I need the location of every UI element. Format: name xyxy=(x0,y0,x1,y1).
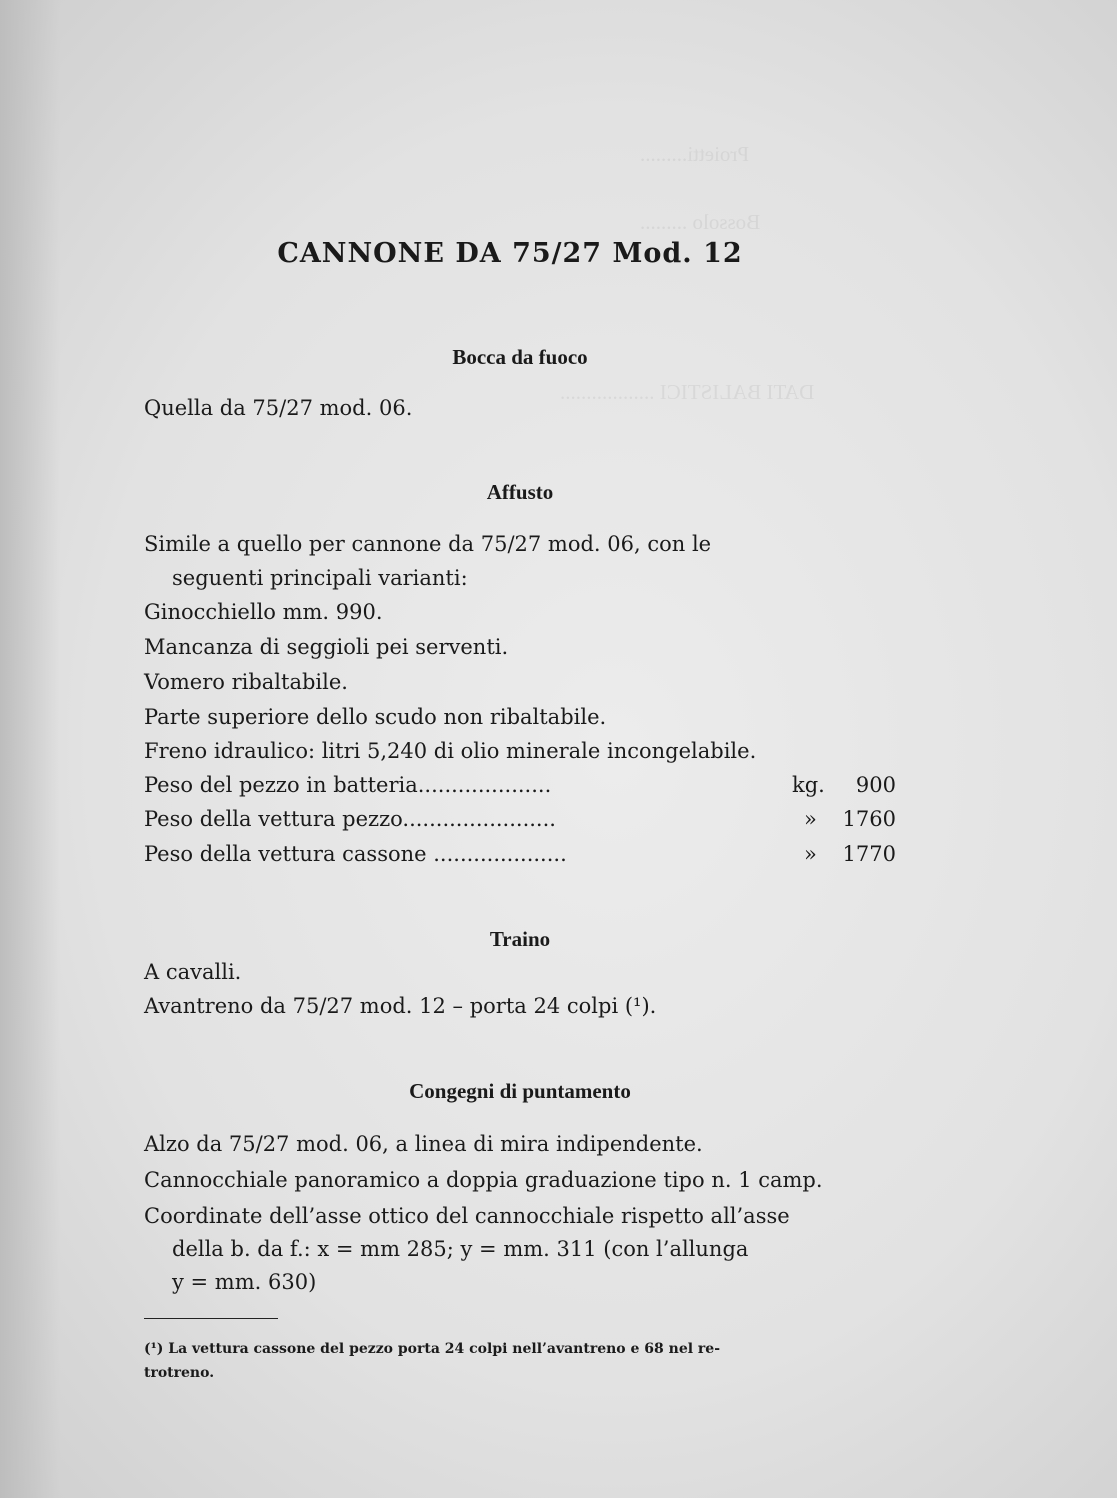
footnote-line1: (¹) La vettura cassone del pezzo porta 24 colpi nell’avantreno e 68 nel re- xyxy=(144,1341,721,1357)
affusto-item: Vomero ribaltabile. xyxy=(144,670,348,694)
bleed-through: Bossolo ......... xyxy=(640,210,761,234)
weight-row-vettura-cassone xyxy=(144,842,896,870)
section-heading-congegni: Congegni di puntamento xyxy=(409,1079,631,1103)
weight-unit: kg. xyxy=(792,773,825,797)
affusto-item: Ginocchiello mm. 990. xyxy=(144,600,383,624)
congegni-line: della b. da f.: x = mm 285; y = mm. 311 (con l’allunga xyxy=(172,1237,749,1261)
traino-line: Avantreno da 75/27 mod. 12 – porta 24 colpi (¹). xyxy=(144,994,657,1018)
congegni-line: Alzo da 75/27 mod. 06, a linea di mira indipendente. xyxy=(144,1132,703,1156)
bocca-text: Quella da 75/27 mod. 06. xyxy=(144,396,413,420)
congegni-line: Coordinate dell’asse ottico del cannocchiale rispetto all’asse xyxy=(144,1204,790,1228)
footnote-rule xyxy=(144,1318,278,1319)
traino-line: A cavalli. xyxy=(144,960,242,984)
weight-value: 900 xyxy=(855,773,896,797)
bleed-through: DATI BALISTICI .................. xyxy=(560,380,815,404)
affusto-item: Freno idraulico: litri 5,240 di olio minerale incongelabile. xyxy=(144,739,757,763)
section-heading-affusto: Affusto xyxy=(486,480,554,504)
weight-unit: » xyxy=(804,842,817,866)
affusto-intro-line2: seguenti principali varianti: xyxy=(172,566,468,590)
page-title: CANNONE DA 75/27 Mod. 12 xyxy=(277,238,743,269)
weight-label: Peso del pezzo in batteria.................... xyxy=(144,773,552,797)
affusto-item: Mancanza di seggioli pei serventi. xyxy=(144,635,509,659)
weight-row-batteria xyxy=(144,773,896,801)
weight-value: 1760 xyxy=(842,807,896,831)
bleed-through: Proietti......... xyxy=(640,142,750,166)
weight-row-vettura-pezzo xyxy=(144,807,896,835)
page-edge-shadow xyxy=(0,0,60,1498)
weight-value: 1770 xyxy=(842,842,896,866)
affusto-item: Parte superiore dello scudo non ribaltabile. xyxy=(144,705,607,729)
weight-label: Peso della vettura pezzo....................... xyxy=(144,807,556,831)
congegni-line: Cannocchiale panoramico a doppia graduazione tipo n. 1 camp. xyxy=(144,1168,823,1192)
weight-unit: » xyxy=(804,807,817,831)
section-heading-bocca: Bocca da fuoco xyxy=(452,345,588,369)
affusto-intro-line1: Simile a quello per cannone da 75/27 mod. 06, con le xyxy=(144,532,712,556)
footnote-line2: trotreno. xyxy=(144,1365,215,1381)
section-heading-traino: Traino xyxy=(489,927,551,951)
congegni-line: y = mm. 630) xyxy=(172,1270,317,1294)
weight-label: Peso della vettura cassone .................... xyxy=(144,842,567,866)
